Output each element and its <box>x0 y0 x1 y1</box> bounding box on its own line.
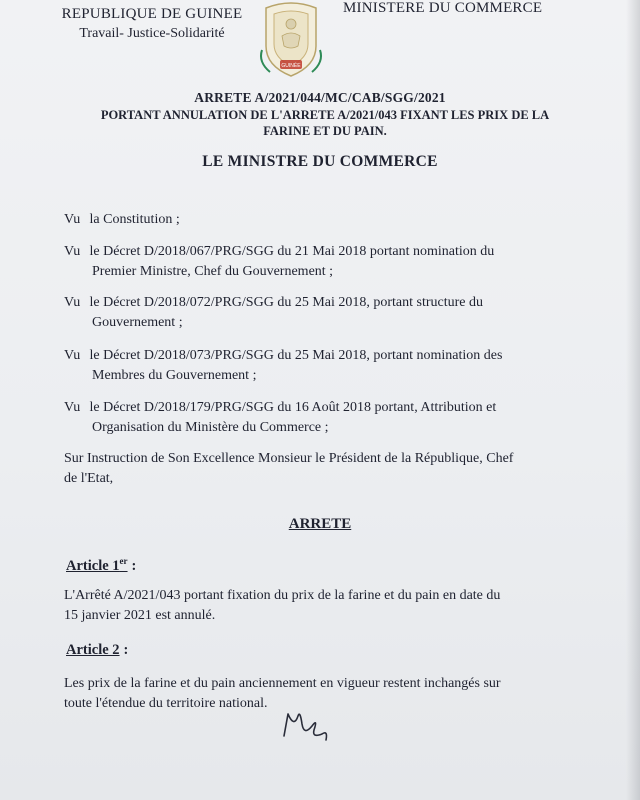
emblem-label: GUINÉE <box>281 63 301 69</box>
instruction-line-1: Sur Instruction de Son Excellence Monsieur le Président de la République, Chef <box>64 451 514 466</box>
republic-name: REPUBLIQUE DE GUINEE <box>61 6 243 22</box>
national-motto: Travail- Justice-Solidarité <box>79 26 225 41</box>
article-body-line-1: Les prix de la farine et du pain anciennement en vigueur restent inchangés sur <box>64 676 501 691</box>
visa-text-line-2: Organisation du Ministère du Commerce ; <box>92 420 329 435</box>
visa-keyword: Vu <box>64 295 81 310</box>
visa-text-line-1: le Décret D/2018/072/PRG/SGG du 25 Mai 2018, portant structure du <box>89 295 484 310</box>
visa-keyword: Vu <box>64 212 81 227</box>
visa-item <box>64 242 564 282</box>
article-body-line-1: L'Arrêté A/2021/043 portant fixation du prix de la farine et du pain en date du <box>64 588 501 603</box>
visa-keyword: Vu <box>64 244 81 259</box>
article-ordinal: er <box>119 556 128 566</box>
visa-text-line-1: le Décret D/2018/179/PRG/SGG du 16 Août 2018 portant, Attribution et <box>89 400 497 415</box>
visa-text-line-1: le Décret D/2018/067/PRG/SGG du 21 Mai 2018 portant nomination du <box>89 244 495 259</box>
handwritten-initials <box>278 706 338 746</box>
header-left <box>52 6 252 42</box>
instruction-line-2: de l'Etat, <box>64 471 114 486</box>
decision-heading: ARRETE <box>288 516 352 532</box>
visa-item <box>64 398 564 438</box>
visa-item <box>64 293 564 333</box>
instruction-paragraph <box>64 449 564 489</box>
visa-text-line-1: la Constitution ; <box>89 212 180 227</box>
decree-reference: ARRETE A/2021/044/MC/CAB/SGG/2021 <box>194 90 446 105</box>
decree-subject-line-2: FARINE ET DU PAIN. <box>263 124 387 138</box>
article-body-line-2: 15 janvier 2021 est annulé. <box>64 608 216 623</box>
visa-keyword: Vu <box>64 400 81 415</box>
coat-of-arms-emblem <box>252 0 330 82</box>
visa-text-line-2: Premier Ministre, Chef du Gouvernement ; <box>92 264 334 279</box>
visa-text-line-2: Membres du Gouvernement ; <box>92 368 257 383</box>
article-1-heading <box>66 556 136 575</box>
visa-item <box>64 210 564 230</box>
article-title: Article 1 <box>66 557 120 574</box>
visa-item <box>64 346 564 386</box>
ministry-name: MINISTERE DU COMMERCE <box>343 0 543 16</box>
minister-heading: LE MINISTRE DU COMMERCE <box>202 153 438 170</box>
article-2-heading <box>66 640 128 659</box>
article-colon: : <box>123 641 129 658</box>
article-1-body <box>64 586 564 626</box>
decree-title-block <box>0 90 640 139</box>
article-body-line-2: toute l'étendue du territoire national. <box>64 696 268 711</box>
decree-subject-line-1: PORTANT ANNULATION DE L'ARRETE A/2021/043 FIXANT LES PRIX DE LA <box>100 108 550 122</box>
visa-keyword: Vu <box>64 348 81 363</box>
article-title: Article 2 <box>66 641 120 658</box>
visa-text-line-1: le Décret D/2018/073/PRG/SGG du 25 Mai 2018, portant nomination des <box>89 348 503 363</box>
article-colon: : <box>131 557 137 574</box>
visa-text-line-2: Gouvernement ; <box>92 315 183 330</box>
